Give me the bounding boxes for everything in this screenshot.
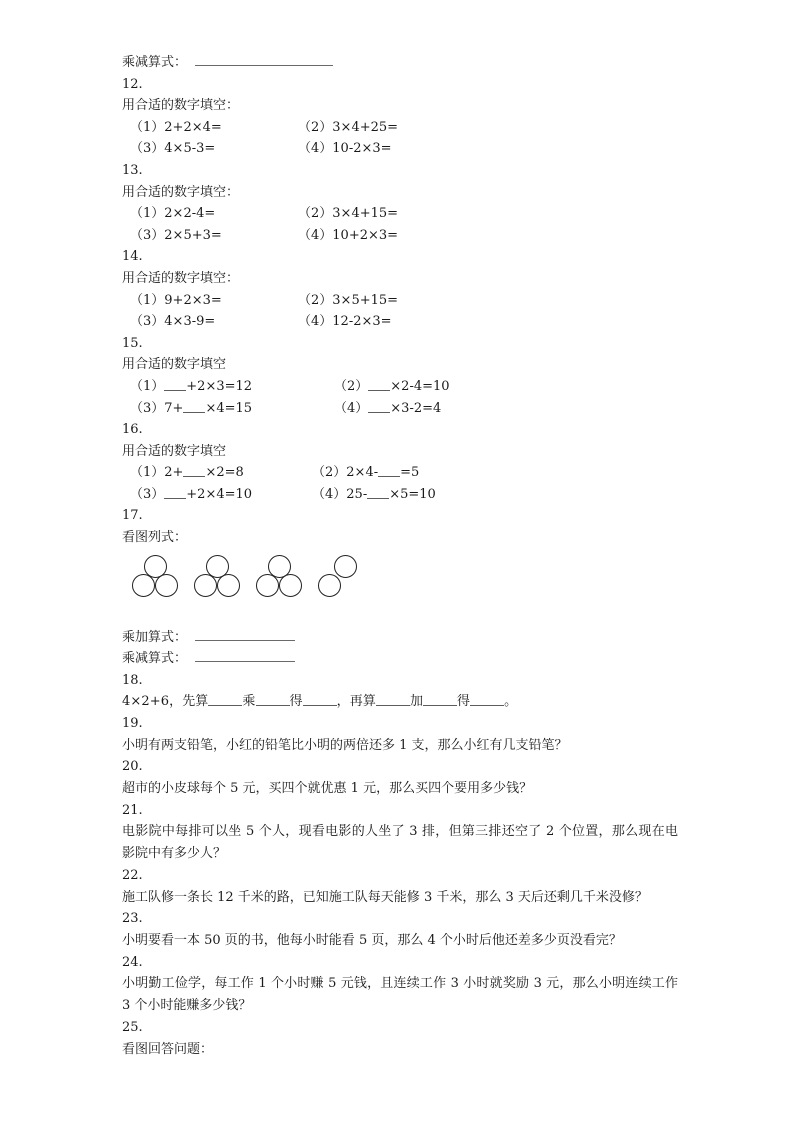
question-16-row-2 [122,484,682,506]
circle-icon [318,574,341,597]
answer-blank[interactable] [368,402,390,413]
circle-icon [256,574,279,597]
question-number-22: 22. [122,868,143,883]
question-20-text: 超市的小皮球每个 5 元，买四个就优惠 1 元，那么买四个要用多少钱？ [122,781,533,797]
circle-icon [132,574,155,597]
q17-fill-in-2 [122,648,682,670]
q17-fill-in-2-blank[interactable] [195,650,295,662]
answer-blank[interactable] [378,466,400,477]
q18-word-3: 加 [409,694,424,710]
question-stem-25: 看图回答问题： [122,1041,214,1057]
circle-icon [155,574,178,597]
sub-item-13-3: （3）2×5+3= [130,227,222,243]
q18-word-1: 乘 [242,694,256,710]
circle-icon [194,574,217,597]
circle-group-2 [194,555,254,607]
document-content [122,52,682,1060]
sub-item-13-4: （4）10+2×3= [298,227,399,243]
sub-item-16-4: （4）25- ×5=10 [312,486,436,502]
question-12-row-1 [122,117,682,139]
sub-item-13-1: （1）2×2-4= [130,206,216,222]
question-stem-13: 用合适的数字填空： [122,184,240,200]
question-16-row-1 [122,462,682,484]
q18-comma: ，再算 [336,694,376,710]
question-15-row-2 [122,398,682,420]
q17-fill-in-1-blank[interactable] [195,629,295,641]
q17-fill-in-2-label: 乘减算式： [122,651,188,667]
question-number-15: 15. [122,335,143,351]
question-22-text: 施工队修一条长 12 千米的路，已知施工队每天能修 3 千米，那么 3 天后还剩几千米没修？ [122,889,648,905]
circle-icon [334,555,357,578]
question-13-row-1 [122,203,682,225]
answer-blank[interactable] [164,380,186,391]
top-fill-in-line [122,52,682,74]
answer-blank[interactable] [376,695,410,706]
circles-figure [132,555,682,627]
q17-fill-in-1-label: 乘加算式： [122,629,188,645]
question-15-row-1 [122,376,682,398]
question-number-19: 19. [122,716,143,732]
question-number-17: 17. [122,508,143,524]
sub-item-14-2: （2）3×5+15= [298,292,399,308]
sub-item-15-2: （2） ×2-4=10 [334,378,450,394]
q17-fill-in-1 [122,627,682,649]
question-number-23: 23. [122,911,143,927]
sub-item-13-2: （2）3×4+15= [298,206,399,222]
sub-item-12-3: （3）4×5-3= [130,141,216,157]
question-12-row-2 [122,138,682,160]
question-number-16: 16. [122,422,143,438]
question-stem-14: 用合适的数字填空： [122,270,240,286]
answer-blank[interactable] [208,695,242,706]
answer-blank[interactable] [256,695,290,706]
sub-item-12-4: （4）10-2×3= [298,141,392,157]
sub-item-14-3: （3）4×3-9= [130,314,216,330]
question-stem-15: 用合适的数字填空 [122,357,227,373]
circle-icon [217,574,240,597]
circle-group-1 [132,555,192,607]
answer-blank[interactable] [183,402,205,413]
question-number-12: 12. [122,76,143,92]
question-stem-12: 用合适的数字填空： [122,98,240,114]
top-fill-in-blank[interactable] [195,54,333,66]
question-24-text: 小明勤工俭学，每工作 1 个小时赚 5 元钱，且连续工作 3 小时就奖励 3 元，那么小明连续工作 3 个小时能赚多少钱？ [122,976,678,1014]
question-stem-16: 用合适的数字填空 [122,443,227,459]
circle-group-3 [256,555,316,607]
question-14-row-2 [122,311,682,333]
answer-blank[interactable] [303,695,337,706]
question-21-text: 电影院中每排可以坐 5 个人，现看电影的人坐了 3 排，但第三排还空了 2 个位置，那么现在电影院中有多少人？ [122,824,678,862]
question-number-14: 14. [122,249,143,265]
question-stem-17: 看图列式： [122,530,188,546]
question-23-text: 小明要看一本 50 页的书，他每小时能看 5 页，那么 4 个小时后他还差多少页没看完？ [122,932,622,948]
sub-item-15-4: （4） ×3-2=4 [334,400,442,416]
question-number-25: 25. [122,1019,143,1035]
question-number-24: 24. [122,954,143,970]
sub-item-12-1: （1）2+2×4= [130,119,222,135]
q18-word-4: 得 [457,694,471,710]
question-19-text: 小明有两支铅笔，小红的铅笔比小明的两倍还多 1 支，那么小红有几支铅笔？ [122,737,568,753]
question-18-text [122,691,682,713]
answer-blank[interactable] [368,380,390,391]
sub-item-16-2: （2）2×4- =5 [312,465,420,481]
sub-item-14-1: （1）9+2×3= [130,292,222,308]
answer-blank[interactable] [164,488,186,499]
question-number-13: 13. [122,162,143,178]
answer-blank[interactable] [423,695,457,706]
sub-item-15-3: （3）7+ ×4=15 [130,400,253,416]
question-14-row-1 [122,290,682,312]
circle-icon [279,574,302,597]
question-number-18: 18. [122,672,143,688]
sub-item-16-3: （3） +2×4=10 [130,486,253,502]
sub-item-15-1: （1） +2×3=12 [130,378,253,394]
sub-item-12-2: （2）3×4+25= [298,119,399,135]
q18-period: 。 [504,694,518,710]
q18-prefix: 4×2+6，先算 [122,694,209,710]
sub-item-14-4: （4）12-2×3= [298,314,392,330]
answer-blank[interactable] [470,695,504,706]
q18-word-2: 得 [289,694,303,710]
answer-blank[interactable] [367,488,389,499]
question-13-row-2 [122,225,682,247]
top-fill-in-label: 乘减算式： [122,55,188,70]
circle-group-4 [318,555,378,607]
question-number-20: 20. [122,759,143,775]
answer-blank[interactable] [183,466,205,477]
question-number-21: 21. [122,802,143,818]
sub-item-16-1: （1）2+ ×2=8 [130,465,244,481]
